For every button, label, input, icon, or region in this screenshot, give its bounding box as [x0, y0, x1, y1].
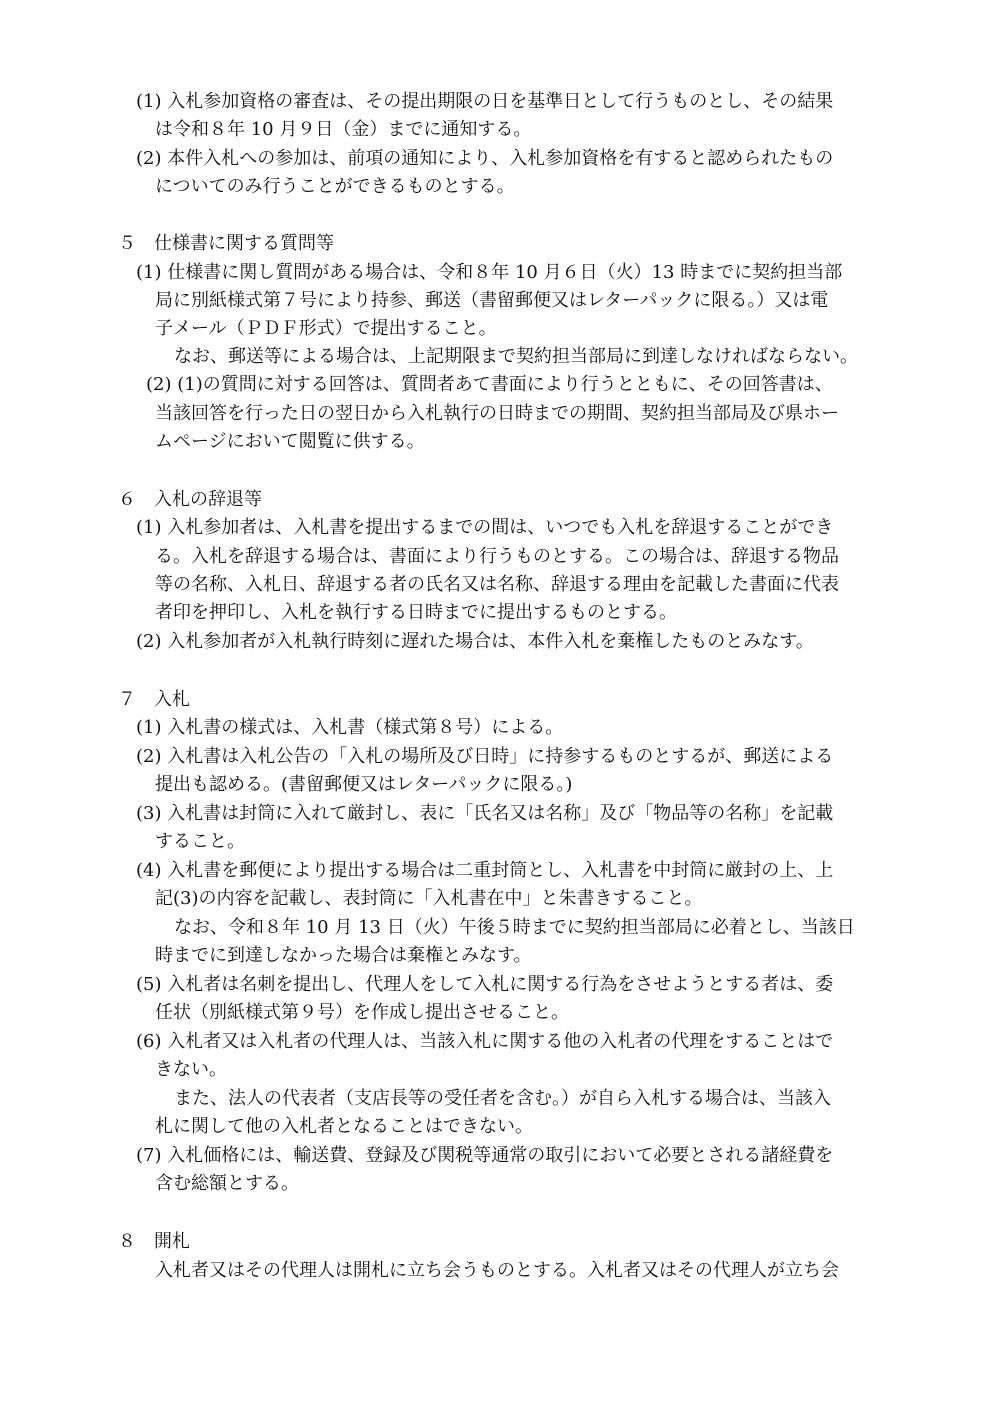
- text-line: すること。: [155, 831, 245, 852]
- text-line: (1) 入札参加者は、入札書を提出するまでの間は、いつでも入札を辞退することができ: [136, 517, 834, 538]
- text-line: (7) 入札価格には、輸送費、登録及び関税等通常の取引において必要とされる諸経費を: [136, 1145, 834, 1166]
- text-line: なお、郵送等による場合は、上記期限まで契約担当部局に到達しなければならない。: [174, 346, 858, 367]
- text-line: (3) 入札書は封筒に入れて厳封し、表に「氏名又は名称」及び「物品等の名称」を記載: [136, 803, 834, 824]
- text-line: 含む総額とする。: [155, 1173, 299, 1194]
- text-line: る。入札を辞退する場合は、書面により行うものとする。この場合は、辞退する物品: [155, 546, 839, 567]
- text-line: (2) 入札書は入札公告の「入札の場所及び日時」に持参するものとするが、郵送による: [136, 746, 834, 767]
- text-line: 子メール（ＰＤＦ形式）で提出すること。: [155, 318, 497, 339]
- text-line: (1) 入札書の様式は、入札書（様式第８号）による。: [136, 717, 564, 738]
- text-line: (2) 入札参加者が入札執行時刻に遅れた場合は、本件入札を棄権したものとみなす。: [136, 631, 814, 652]
- text-line: (4) 入札書を郵便により提出する場合は二重封筒とし、入札書を中封筒に厳封の上、上: [136, 860, 834, 881]
- text-line: (1) 仕様書に関し質問がある場合は、令和８年 10 月６日（火）13 時までに契約担当部: [136, 262, 843, 283]
- section-heading-7: ７ 入札: [118, 689, 190, 710]
- text-line: (6) 入札者又は入札者の代理人は、当該入札に関する他の入札者の代理をすることはで: [136, 1031, 834, 1052]
- text-line: についてのみ行うことができるものとする。: [155, 176, 515, 197]
- text-line: (2) (1)の質問に対する回答は、質問者あて書面により行うとともに、その回答書は、: [146, 374, 833, 395]
- text-line: 当該回答を行った日の翌日から入札執行の日時までの期間、契約担当部局及び県ホー: [155, 403, 839, 424]
- text-line: は令和８年 10 月９日（金）までに通知する。: [155, 119, 532, 140]
- text-line: ムページにおいて閲覧に供する。: [155, 431, 425, 452]
- section-heading-6: ６ 入札の辞退等: [118, 489, 262, 510]
- text-line: 局に別紙様式第７号により持参、郵送（書留郵便又はレターパックに限る。）又は電: [155, 290, 829, 311]
- text-line: 任状（別紙様式第９号）を作成し提出させること。: [155, 1002, 569, 1023]
- text-line: (5) 入札者は名刺を提出し、代理人をして入札に関する行為をさせようとする者は、委: [136, 974, 834, 995]
- text-line: 者印を押印し、入札を執行する日時までに提出するものとする。: [155, 602, 677, 623]
- text-line: 札に関して他の入札者となることはできない。: [155, 1116, 533, 1137]
- text-line: なお、令和８年 10 月 13 日（火）午後５時までに契約担当部局に必着とし、当該日: [174, 917, 855, 938]
- text-line: 入札者又はその代理人は開札に立ち会うものとする。入札者又はその代理人が立ち会: [155, 1260, 839, 1281]
- section-heading-8: ８ 開札: [118, 1231, 190, 1252]
- text-line: (1) 入札参加資格の審査は、その提出期限の日を基準日として行うものとし、その結果: [136, 91, 834, 112]
- text-line: また、法人の代表者（支店長等の受任者を含む。）が自ら入札する場合は、当該入: [174, 1088, 831, 1109]
- section-heading-5: ５ 仕様書に関する質問等: [118, 233, 334, 254]
- text-line: (2) 本件入札への参加は、前項の通知により、入札参加資格を有すると認められたもの: [136, 148, 834, 169]
- text-line: 記(3)の内容を記載し、表封筒に「入札書在中」と朱書きすること。: [155, 888, 703, 909]
- text-line: 時までに到達しなかった場合は棄権とみなす。: [155, 945, 532, 966]
- text-line: 等の名称、入札日、辞退する者の氏名又は名称、辞退する理由を記載した書面に代表: [155, 574, 839, 595]
- text-line: きない。: [155, 1059, 227, 1080]
- text-line: 提出も認める。(書留郵便又はレターパックに限る。): [155, 774, 573, 795]
